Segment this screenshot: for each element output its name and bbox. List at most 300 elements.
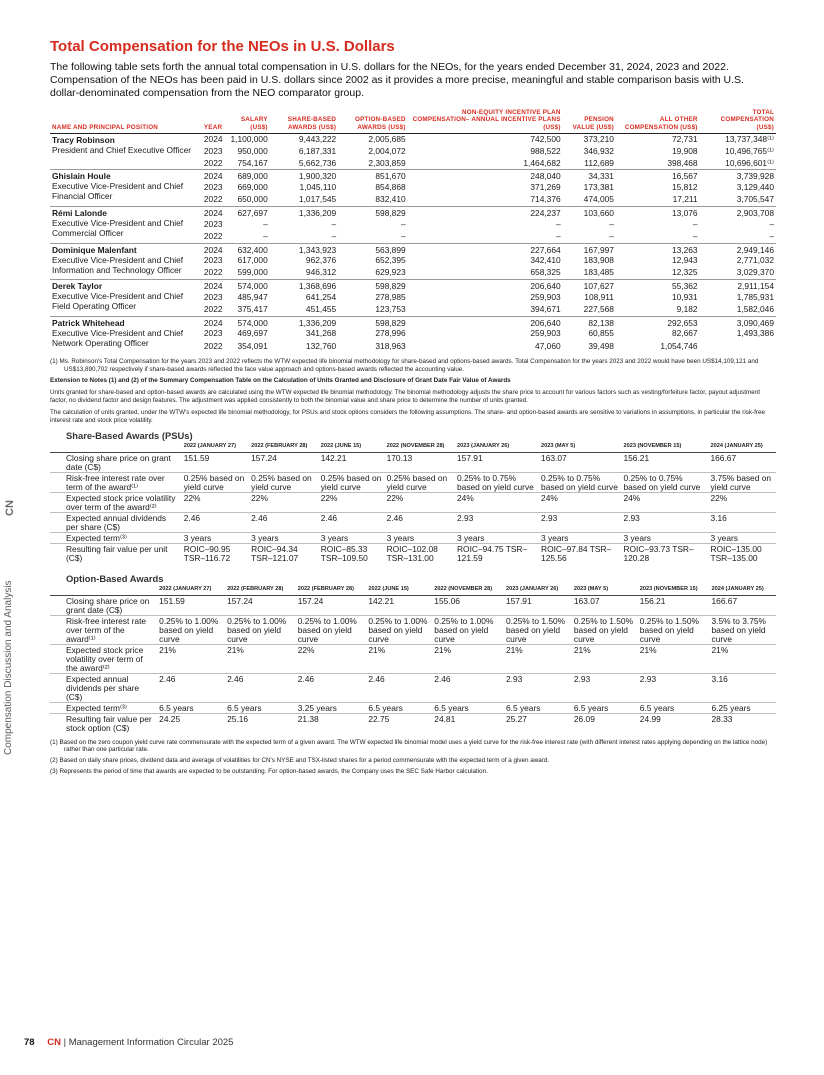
value-cell: 3,090,469 <box>700 316 776 328</box>
value-cell: – <box>400 218 406 229</box>
value-cell: 714,376 <box>530 194 561 205</box>
assumption-value: 157.24 <box>227 595 253 606</box>
assumption-value: ROIC–94.75 TSR–121.59 <box>455 543 539 563</box>
value-cell: – <box>692 218 698 229</box>
assumption-value: ROIC–90.95 TSR–116.72 <box>182 543 249 563</box>
value-cell: 206,640 <box>408 280 563 292</box>
assumption-value: 2.46 <box>319 512 385 532</box>
value-cell: – <box>331 230 337 241</box>
value-cell: – <box>692 230 698 241</box>
value-cell: 123,753 <box>375 304 406 315</box>
value-cell: 9,182 <box>676 304 698 315</box>
executive-name: Ghislain Houle <box>52 171 111 182</box>
assumption-value: 2.93 <box>621 512 708 532</box>
executive-position: Executive Vice-President and Chief Field Operating Officer <box>52 291 184 312</box>
assumption-value: 26.09 <box>572 713 638 733</box>
assumption-value: 2.93 <box>638 673 710 702</box>
value-cell: – <box>609 230 614 241</box>
value-cell: 227,664 <box>408 243 563 255</box>
assumption-value: 163.07 <box>541 452 567 463</box>
year-cell: 2022 <box>203 267 223 278</box>
assumption-row <box>50 713 776 733</box>
executive-cell <box>50 280 196 317</box>
assumption-value: 3 years <box>249 532 319 543</box>
executive-position: Executive Vice-President and Chief Financial Officer <box>52 181 184 202</box>
assumption-value: 3.5% to 3.75% based on yield curve <box>710 615 777 644</box>
assumption-value: 151.59 <box>183 452 210 463</box>
value-cell: 1,582,046 <box>736 304 774 315</box>
column-header: SHARE-BASED AWARDS (US$) <box>270 109 338 133</box>
main-content <box>50 38 776 779</box>
year-cell: 2024 <box>196 316 225 328</box>
assumption-value: 142.21 <box>320 452 347 463</box>
assumption-row <box>50 595 776 615</box>
note-1: (1) Ms. Robinson's Total Compensation for the years 2023 and 2022 reflects the WTW expected life binomial methodology for share-based and options-based awards. Total Compensation for the years 2023 and 2022 would have been US$14,109,121 and US$13,890,702 respectively if share-based awards reflected the face value approach and options-based awards reflected the accounting value. <box>50 357 759 373</box>
executive-name: Patrick Whitehead <box>52 317 125 328</box>
value-cell: 34,331 <box>563 170 616 182</box>
assumption-value: 2.93 <box>572 673 638 702</box>
assumption-row <box>50 512 776 532</box>
value-cell: 2,004,072 <box>368 145 406 156</box>
column-header: OPTION-BASED AWARDS (US$) <box>338 109 407 133</box>
table-row <box>50 133 776 145</box>
column-header: TOTAL COMPENSATION (US$) <box>700 109 776 133</box>
value-cell: 1,100,000 <box>230 133 268 144</box>
compensation-table-header <box>50 109 776 133</box>
value-cell: 3,129,440 <box>736 182 774 193</box>
executive-cell <box>50 207 196 244</box>
assumption-value: 21% <box>366 644 432 673</box>
compensation-table <box>50 109 776 353</box>
value-cell: 278,996 <box>375 328 406 339</box>
value-cell: 292,653 <box>616 316 700 328</box>
value-cell: 658,325 <box>530 267 561 278</box>
value-cell: 1,045,110 <box>299 182 337 193</box>
assumption-value: 6.25 years <box>710 702 777 713</box>
value-cell: 1,054,746 <box>660 340 698 351</box>
assumption-value: 2.46 <box>432 673 504 702</box>
assumption-value: 0.25% based on yield curve <box>385 472 455 492</box>
assumption-value: 21% <box>572 644 638 673</box>
grant-date-header: 2022 (JUNE 15) <box>366 586 432 595</box>
assumption-value: 6.5 years <box>638 702 710 713</box>
value-cell: 2,005,685 <box>368 133 406 144</box>
column-header: ALL OTHER COMPENSATION (US$) <box>616 109 700 133</box>
assumption-value: 2.93 <box>455 512 539 532</box>
executive-name: Tracy Robinson <box>52 134 115 145</box>
value-cell: 1,493,386 <box>736 328 774 339</box>
assumption-value: 170.13 <box>386 452 413 463</box>
value-cell: 574,000 <box>225 316 270 328</box>
page-title: Total Compensation for the NEOs in U.S. Dollars <box>50 38 395 55</box>
value-cell: 55,362 <box>616 280 700 292</box>
value-cell: 10,496,765⁽¹⁾ <box>725 145 774 156</box>
grant-date-header: 2022 (JANUARY 27) <box>157 586 225 595</box>
value-cell: 398,468 <box>667 157 698 168</box>
value-cell: 641,254 <box>305 291 337 302</box>
year-cell: 2023 <box>203 218 223 229</box>
value-cell: 962,376 <box>305 255 337 266</box>
assumption-value: 22.75 <box>366 713 432 733</box>
value-cell: 650,000 <box>237 194 268 205</box>
executive-position: Executive Vice-President and Chief Network Operating Officer <box>52 327 184 348</box>
assumption-value: 0.25% based on yield curve <box>319 472 385 492</box>
intro-paragraph: The following table sets forth the annual total compensation in U.S. dollars for the NEOs, for the years ended December 31, 2024, 2023 and 2022. Compensation of the NEOs has been paid in U.S. dollars since 2002 as it provides a more precise, meaningful and stable comparison basis with U.S. dollar-denominated compensation from the NEO comparator group. <box>50 61 744 99</box>
assumption-value: 3.16 <box>708 512 776 532</box>
grant-date-header: 2024 (JANUARY 25) <box>708 443 776 452</box>
value-cell: 598,829 <box>338 316 407 328</box>
notes-block <box>50 358 776 425</box>
value-cell: 15,812 <box>671 182 698 193</box>
value-cell: 13,737,348⁽¹⁾ <box>725 133 774 144</box>
assumption-value: 2.46 <box>157 673 225 702</box>
psu-section-title: Share-Based Awards (PSUs) <box>66 430 193 442</box>
value-cell: 469,697 <box>237 328 268 339</box>
value-cell: 1,464,682 <box>523 157 561 168</box>
assumption-value: 22% <box>385 492 455 512</box>
options-section-title: Option-Based Awards <box>66 572 164 584</box>
column-header: YEAR <box>196 109 225 133</box>
executive-name: Rémi Lalonde <box>52 208 107 219</box>
value-cell: 754,167 <box>237 157 268 168</box>
assumption-value: 0.25% to 1.00% based on yield curve <box>157 615 225 644</box>
value-cell: 851,670 <box>338 170 407 182</box>
assumption-value: 22% <box>296 644 367 673</box>
executive-name: Derek Taylor <box>52 281 103 292</box>
grant-date-header: 2022 (JANUARY 27) <box>182 443 249 452</box>
value-cell: 259,903 <box>530 328 561 339</box>
grant-date-header: 2022 (NOVEMBER 28) <box>432 586 504 595</box>
assumption-label: Expected stock price volatility over term of the award⁽²⁾ <box>50 492 182 512</box>
value-cell: 2,949,146 <box>700 243 776 255</box>
assumption-row <box>50 673 776 702</box>
assumption-value: 0.25% to 0.75% based on yield curve <box>539 472 621 492</box>
executive-position: Executive Vice-President and Chief Commercial Officer <box>52 218 184 239</box>
year-cell: 2024 <box>196 280 225 292</box>
table-row <box>50 207 776 219</box>
year-cell: 2024 <box>196 243 225 255</box>
column-header: NAME AND PRINCIPAL POSITION <box>50 109 196 133</box>
value-cell: 3,029,370 <box>736 267 774 278</box>
value-cell: 988,522 <box>530 145 561 156</box>
value-cell: 617,000 <box>237 255 268 266</box>
footer-brand: CN <box>47 1037 61 1048</box>
assumption-value: 25.16 <box>225 713 296 733</box>
value-cell: – <box>555 218 561 229</box>
value-cell: 627,697 <box>225 207 270 219</box>
assumption-value: 24.99 <box>638 713 710 733</box>
value-cell: – <box>555 230 561 241</box>
assumption-value: 0.25% to 1.50% based on yield curve <box>572 615 638 644</box>
row-label-header <box>50 443 182 452</box>
year-cell: 2022 <box>203 304 223 315</box>
assumption-value: 21% <box>710 644 777 673</box>
page-footer <box>24 1037 233 1048</box>
assumption-label: Expected annual dividends per share (C$) <box>50 512 182 532</box>
assumption-value: 22% <box>319 492 385 512</box>
assumption-value: ROIC–97.84 TSR–125.56 <box>539 543 621 563</box>
assumption-value: 2.46 <box>296 673 367 702</box>
value-cell: 1,368,696 <box>270 280 338 292</box>
grant-date-header: 2022 (FEBRUARY 28) <box>249 443 319 452</box>
assumption-row <box>50 615 776 644</box>
assumption-row <box>50 644 776 673</box>
assumption-row <box>50 452 776 472</box>
assumption-value: 21% <box>157 644 225 673</box>
assumption-value: 24% <box>539 492 621 512</box>
assumption-value: 3 years <box>182 532 249 543</box>
compensation-table-body <box>50 133 776 352</box>
assumption-value: 6.5 years <box>225 702 296 713</box>
value-cell: 17,211 <box>672 194 698 205</box>
value-cell: 354,091 <box>237 340 268 351</box>
value-cell: 3,739,928 <box>700 170 776 182</box>
value-cell: 394,671 <box>530 304 561 315</box>
assumption-label: Closing share price on grant date (C$) <box>66 452 171 472</box>
value-cell: 474,005 <box>583 194 614 205</box>
value-cell: 598,829 <box>338 207 407 219</box>
value-cell: 2,303,859 <box>368 157 406 168</box>
executive-cell <box>50 133 196 170</box>
assumption-value: 3 years <box>539 532 621 543</box>
value-cell: 1,336,209 <box>270 207 338 219</box>
column-header: PENSION VALUE (US$) <box>563 109 616 133</box>
year-cell: 2023 <box>203 145 223 156</box>
value-cell: 82,138 <box>563 316 616 328</box>
assumption-value: 21% <box>504 644 572 673</box>
value-cell: – <box>400 230 406 241</box>
value-cell: – <box>263 230 268 241</box>
assumption-value: 155.06 <box>434 595 460 606</box>
options-table-header <box>50 586 776 595</box>
value-cell: 259,903 <box>530 291 561 302</box>
value-cell: – <box>331 218 337 229</box>
year-cell: 2024 <box>203 133 223 144</box>
table-row <box>50 316 776 328</box>
year-cell: 2024 <box>196 170 225 182</box>
assumption-row <box>50 543 776 563</box>
year-cell: 2024 <box>196 207 225 219</box>
psu-table-body <box>50 452 776 563</box>
assumption-value: 24% <box>621 492 708 512</box>
value-cell: 742,500 <box>530 133 561 144</box>
assumption-value: 2.46 <box>225 673 296 702</box>
assumption-value: 6.5 years <box>366 702 432 713</box>
value-cell: 342,410 <box>530 255 561 266</box>
grant-date-header: 2023 (JANUARY 26) <box>504 586 572 595</box>
assumption-value: 2.46 <box>385 512 455 532</box>
value-cell: 13,076 <box>616 207 700 219</box>
grant-date-header: 2024 (JANUARY 25) <box>710 586 777 595</box>
grant-date-header: 2023 (NOVEMBER 15) <box>638 586 710 595</box>
assumption-value: 3 years <box>385 532 455 543</box>
value-cell: 278,985 <box>375 291 406 302</box>
value-cell: 47,060 <box>535 340 561 351</box>
value-cell: 346,932 <box>583 145 614 156</box>
value-cell: 318,963 <box>375 340 406 351</box>
assumption-value: 2.93 <box>539 512 621 532</box>
assumption-label: Expected term⁽³⁾ <box>50 532 182 543</box>
assumption-value: 156.21 <box>639 595 666 606</box>
assumption-value: 24.81 <box>432 713 504 733</box>
assumption-label: Expected annual dividends per share (C$) <box>50 673 157 702</box>
column-header: SALARY (US$) <box>225 109 270 133</box>
assumption-label: Resulting fair value per unit (C$) <box>50 543 182 563</box>
assumption-value: 24.25 <box>157 713 225 733</box>
year-cell: 2023 <box>203 328 223 339</box>
assumption-value: ROIC–94.34 TSR–121.07 <box>249 543 319 563</box>
assumption-value: 6.5 years <box>572 702 638 713</box>
value-cell: 132,760 <box>305 340 337 351</box>
table-row <box>50 280 776 292</box>
assumption-value: ROIC–102.08 TSR–131.00 <box>385 543 455 563</box>
assumption-value: 0.25% to 0.75% based on yield curve <box>455 472 539 492</box>
value-cell: 375,417 <box>237 304 268 315</box>
value-cell: 224,237 <box>408 207 563 219</box>
assumption-value: 2.93 <box>504 673 572 702</box>
assumption-value: 24% <box>455 492 539 512</box>
executive-name: Dominique Malenfant <box>52 244 137 255</box>
assumption-value: ROIC–85.33 TSR–109.50 <box>319 543 385 563</box>
executive-position: Executive Vice-President and Chief Information and Technology Officer <box>52 254 184 275</box>
options-table <box>50 586 776 733</box>
value-cell: 629,923 <box>375 267 406 278</box>
value-cell: 832,410 <box>375 194 406 205</box>
year-cell: 2022 <box>203 230 223 241</box>
value-cell: 227,568 <box>583 304 614 315</box>
value-cell: 9,443,222 <box>298 133 337 144</box>
value-cell: 248,040 <box>408 170 563 182</box>
grant-date-header: 2022 (FEBRUARY 28) <box>225 586 296 595</box>
assumption-value: 0.25% to 0.75% based on yield curve <box>621 472 708 492</box>
row-label-header <box>50 586 157 595</box>
assumption-label: Closing share price on grant date (C$) <box>66 595 150 615</box>
value-cell: – <box>769 218 774 229</box>
value-cell: 1,336,209 <box>270 316 338 328</box>
assumption-value: 156.21 <box>623 452 650 463</box>
value-cell: 373,210 <box>583 133 614 144</box>
value-cell: 854,868 <box>375 182 406 193</box>
assumption-value: 3.25 years <box>296 702 367 713</box>
assumption-value: 6.5 years <box>432 702 504 713</box>
value-cell: 13,263 <box>616 243 700 255</box>
assumption-value: 21% <box>638 644 710 673</box>
cn-logo-icon: CN <box>4 500 16 516</box>
assumption-label: Resulting fair value per stock option (C$) <box>50 713 157 733</box>
value-cell: 669,000 <box>237 182 268 193</box>
assumption-value: 3 years <box>621 532 708 543</box>
assumption-label: Expected stock price volatility over term of the award⁽²⁾ <box>50 644 157 673</box>
grant-date-header: 2023 (MAY 5) <box>539 443 621 452</box>
assumption-value: 3.75% based on yield curve <box>708 472 776 492</box>
assumption-value: 21% <box>225 644 296 673</box>
assumption-value: 0.25% to 1.50% based on yield curve <box>638 615 710 644</box>
value-cell: 1,900,320 <box>270 170 338 182</box>
assumption-row <box>50 532 776 543</box>
assumption-value: 22% <box>249 492 319 512</box>
value-cell: 12,325 <box>671 267 698 278</box>
grant-date-header: 2023 (NOVEMBER 15) <box>621 443 708 452</box>
page-number: 78 <box>24 1037 35 1048</box>
assumption-value: 6.5 years <box>504 702 572 713</box>
extension-heading: Extension to Notes (1) and (2) of the Summary Compensation Table on the Calculation of Units Granted and Disclosure of Grant Date Fair Value of Awards <box>50 377 511 385</box>
value-cell: 341,268 <box>305 328 337 339</box>
value-cell: 183,485 <box>583 267 614 278</box>
value-cell: 689,000 <box>225 170 270 182</box>
value-cell: 206,640 <box>408 316 563 328</box>
assumption-row <box>50 492 776 512</box>
value-cell: – <box>769 230 774 241</box>
value-cell: 39,498 <box>588 340 614 351</box>
assumption-value: 3 years <box>455 532 539 543</box>
value-cell: 82,667 <box>671 328 698 339</box>
assumption-value: 157.91 <box>457 452 483 463</box>
assumption-row <box>50 472 776 492</box>
value-cell: 1,785,931 <box>736 291 774 302</box>
assumption-value: 0.25% to 1.00% based on yield curve <box>366 615 432 644</box>
value-cell: 183,908 <box>583 255 614 266</box>
year-cell: 2022 <box>203 340 223 351</box>
year-cell: 2023 <box>203 182 223 193</box>
assumption-value: 157.24 <box>297 595 324 606</box>
value-cell: 950,000 <box>237 145 268 156</box>
assumption-value: 157.91 <box>505 595 532 606</box>
value-cell: 72,731 <box>671 133 698 144</box>
footnote: (1) Based on the zero coupon yield curve rate commensurate with the expected term of a given award. The WTW expected life binomial model uses a yield curve for the risk-free interest rate (with different interest rates applying depending on the lattice node) rather than one particular rate. <box>50 738 768 754</box>
assumption-value: 0.25% based on yield curve <box>249 472 319 492</box>
value-cell: 173,381 <box>583 182 614 193</box>
assumption-value: 2.46 <box>249 512 319 532</box>
assumption-value: 2.46 <box>182 512 249 532</box>
assumption-value: 22% <box>182 492 249 512</box>
assumption-value: 21.38 <box>296 713 367 733</box>
column-header: NON-EQUITY INCENTIVE PLAN COMPENSATION– ANNUAL INCENTIVE PLANS (US$) <box>408 109 563 133</box>
assumption-value: 0.25% based on yield curve <box>182 472 249 492</box>
executive-cell <box>50 170 196 207</box>
sidebar <box>0 0 42 1075</box>
value-cell: 574,000 <box>225 280 270 292</box>
value-cell: 1,343,923 <box>270 243 338 255</box>
value-cell: 2,771,032 <box>736 255 774 266</box>
value-cell: 1,017,545 <box>298 194 337 205</box>
value-cell: 2,911,154 <box>700 280 776 292</box>
assumption-label: Risk-free interest rate over term of the award⁽¹⁾ <box>50 472 182 492</box>
value-cell: 652,395 <box>375 255 406 266</box>
value-cell: 451,455 <box>305 304 337 315</box>
assumption-value: 166.67 <box>711 595 738 606</box>
psu-table-header <box>50 443 776 452</box>
psu-table <box>50 443 776 563</box>
value-cell: 485,947 <box>237 291 268 302</box>
assumption-value: 166.67 <box>710 452 737 463</box>
assumption-value: 3 years <box>319 532 385 543</box>
assumption-value: 3 years <box>708 532 776 543</box>
assumption-value: ROIC–93.73 TSR–120.28 <box>621 543 708 563</box>
value-cell: 946,312 <box>305 267 337 278</box>
assumption-value: 25.27 <box>504 713 572 733</box>
assumption-value: 21% <box>432 644 504 673</box>
value-cell: 371,269 <box>530 182 561 193</box>
footer-document-title: | Management Information Circular 2025 <box>63 1037 234 1048</box>
assumption-value: 0.25% to 1.00% based on yield curve <box>296 615 367 644</box>
footnote: (3) Represents the period of time that awards are expected to be outstanding. For option-based awards, the Company uses the SEC Safe Harbor calculation. <box>50 767 488 775</box>
assumption-value: 0.25% to 1.00% based on yield curve <box>225 615 296 644</box>
value-cell: 10,931 <box>671 291 698 302</box>
assumption-value: 6.5 years <box>157 702 225 713</box>
value-cell: 103,660 <box>563 207 616 219</box>
grant-date-header: 2022 (FEBRUARY 28) <box>296 586 367 595</box>
section-label: Compensation Discussion and Analysis <box>3 580 14 755</box>
